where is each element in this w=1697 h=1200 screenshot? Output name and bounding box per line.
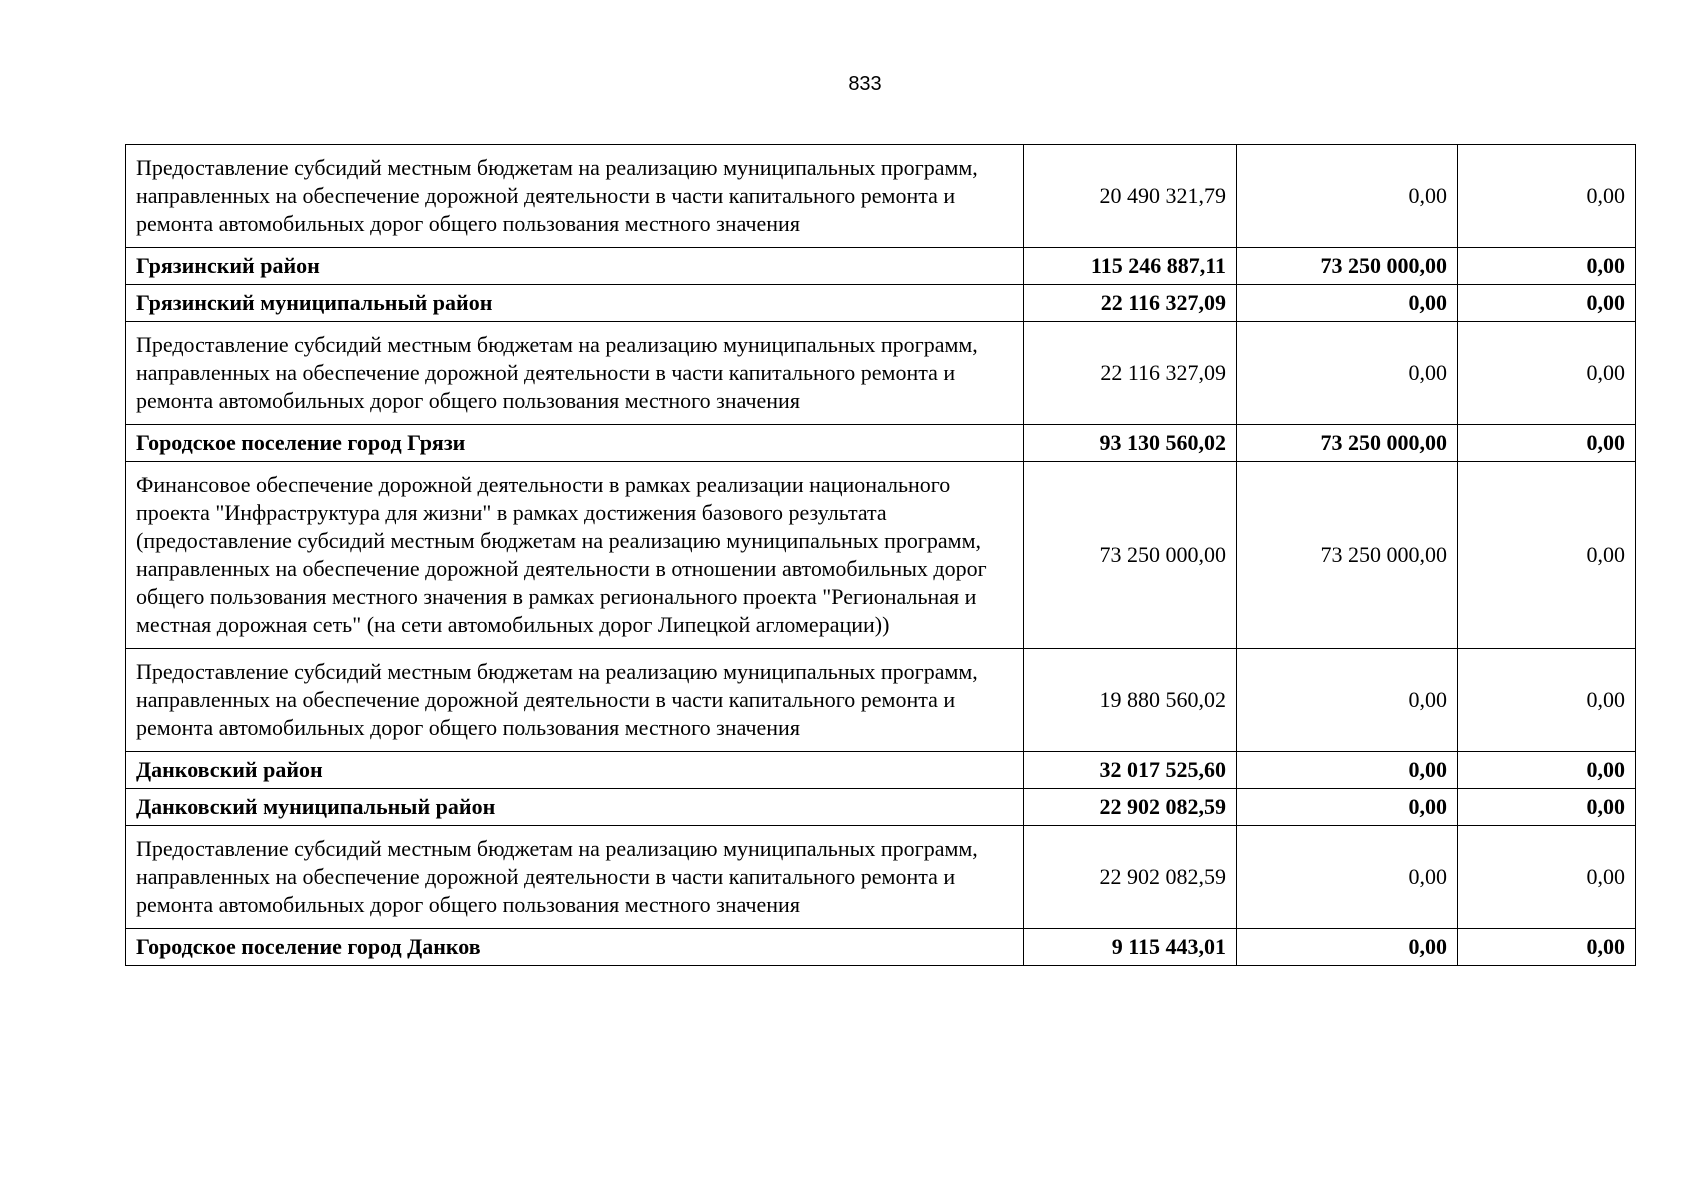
row-value-1: 19 880 560,02: [1024, 649, 1237, 752]
row-value-1: 22 116 327,09: [1024, 322, 1237, 425]
row-value-3: 0,00: [1458, 462, 1636, 649]
table-row: [126, 322, 1636, 425]
row-name: Городское поселение город Данков: [126, 929, 1024, 966]
row-value-2: 0,00: [1237, 826, 1458, 929]
row-value-1: 93 130 560,02: [1024, 425, 1237, 462]
row-value-3: 0,00: [1458, 322, 1636, 425]
table-row: [126, 752, 1636, 789]
row-value-2: 73 250 000,00: [1237, 462, 1458, 649]
table-row: [126, 929, 1636, 966]
row-name: Данковский муниципальный район: [126, 789, 1024, 826]
table-row: [126, 789, 1636, 826]
row-name: Предоставление субсидий местным бюджетам на реализацию муниципальных программ, направленных на обеспечение дорожной деятельности в части капитального ремонта и ремонта автомобильных дорог общего пользования местного значения: [126, 322, 1024, 425]
row-value-1: 115 246 887,11: [1024, 248, 1237, 285]
row-value-3: 0,00: [1458, 929, 1636, 966]
table-row: [126, 649, 1636, 752]
row-value-1: 22 902 082,59: [1024, 789, 1237, 826]
row-value-3: 0,00: [1458, 789, 1636, 826]
row-name: Предоставление субсидий местным бюджетам на реализацию муниципальных программ, направленных на обеспечение дорожной деятельности в части капитального ремонта и ремонта автомобильных дорог общего пользования местного значения: [126, 649, 1024, 752]
row-value-1: 73 250 000,00: [1024, 462, 1237, 649]
row-value-2: 0,00: [1237, 145, 1458, 248]
row-value-2: 73 250 000,00: [1237, 248, 1458, 285]
row-name: Городское поселение город Грязи: [126, 425, 1024, 462]
row-value-1: 22 116 327,09: [1024, 285, 1237, 322]
row-value-2: 0,00: [1237, 789, 1458, 826]
row-value-2: 0,00: [1237, 752, 1458, 789]
page-number: 833: [848, 73, 882, 95]
row-value-2: 0,00: [1237, 285, 1458, 322]
row-value-2: 73 250 000,00: [1237, 425, 1458, 462]
row-value-1: 32 017 525,60: [1024, 752, 1237, 789]
row-value-2: 0,00: [1237, 322, 1458, 425]
row-value-2: 0,00: [1237, 929, 1458, 966]
table-row: [126, 248, 1636, 285]
row-value-1: 20 490 321,79: [1024, 145, 1237, 248]
row-value-1: 22 902 082,59: [1024, 826, 1237, 929]
row-value-3: 0,00: [1458, 285, 1636, 322]
row-value-3: 0,00: [1458, 649, 1636, 752]
row-value-2: 0,00: [1237, 649, 1458, 752]
row-value-3: 0,00: [1458, 425, 1636, 462]
row-value-1: 9 115 443,01: [1024, 929, 1237, 966]
row-name: Грязинский район: [126, 248, 1024, 285]
table-row: [126, 145, 1636, 248]
table-row: [126, 285, 1636, 322]
table-row: [126, 462, 1636, 649]
budget-table: [125, 144, 1636, 966]
row-name: Финансовое обеспечение дорожной деятельности в рамках реализации национального проекта "Инфраструктура для жизни" в рамках достижения базового результата (предоставление субсидий местным бюджетам на реализацию муниципальных программ, направленных на обеспечение дорожной деятельности в отношении автомобильных дорог общего пользования местного значения в рамках регионального проекта "Региональная и местная дорожная сеть" (на сети автомобильных дорог Липецкой агломерации)): [126, 462, 1024, 649]
row-name: Предоставление субсидий местным бюджетам на реализацию муниципальных программ, направленных на обеспечение дорожной деятельности в части капитального ремонта и ремонта автомобильных дорог общего пользования местного значения: [126, 826, 1024, 929]
row-name: Данковский район: [126, 752, 1024, 789]
row-value-3: 0,00: [1458, 248, 1636, 285]
row-value-3: 0,00: [1458, 145, 1636, 248]
table-row: [126, 425, 1636, 462]
row-name: Грязинский муниципальный район: [126, 285, 1024, 322]
row-value-3: 0,00: [1458, 826, 1636, 929]
row-name: Предоставление субсидий местным бюджетам на реализацию муниципальных программ, направленных на обеспечение дорожной деятельности в части капитального ремонта и ремонта автомобильных дорог общего пользования местного значения: [126, 145, 1024, 248]
table-row: [126, 826, 1636, 929]
row-value-3: 0,00: [1458, 752, 1636, 789]
